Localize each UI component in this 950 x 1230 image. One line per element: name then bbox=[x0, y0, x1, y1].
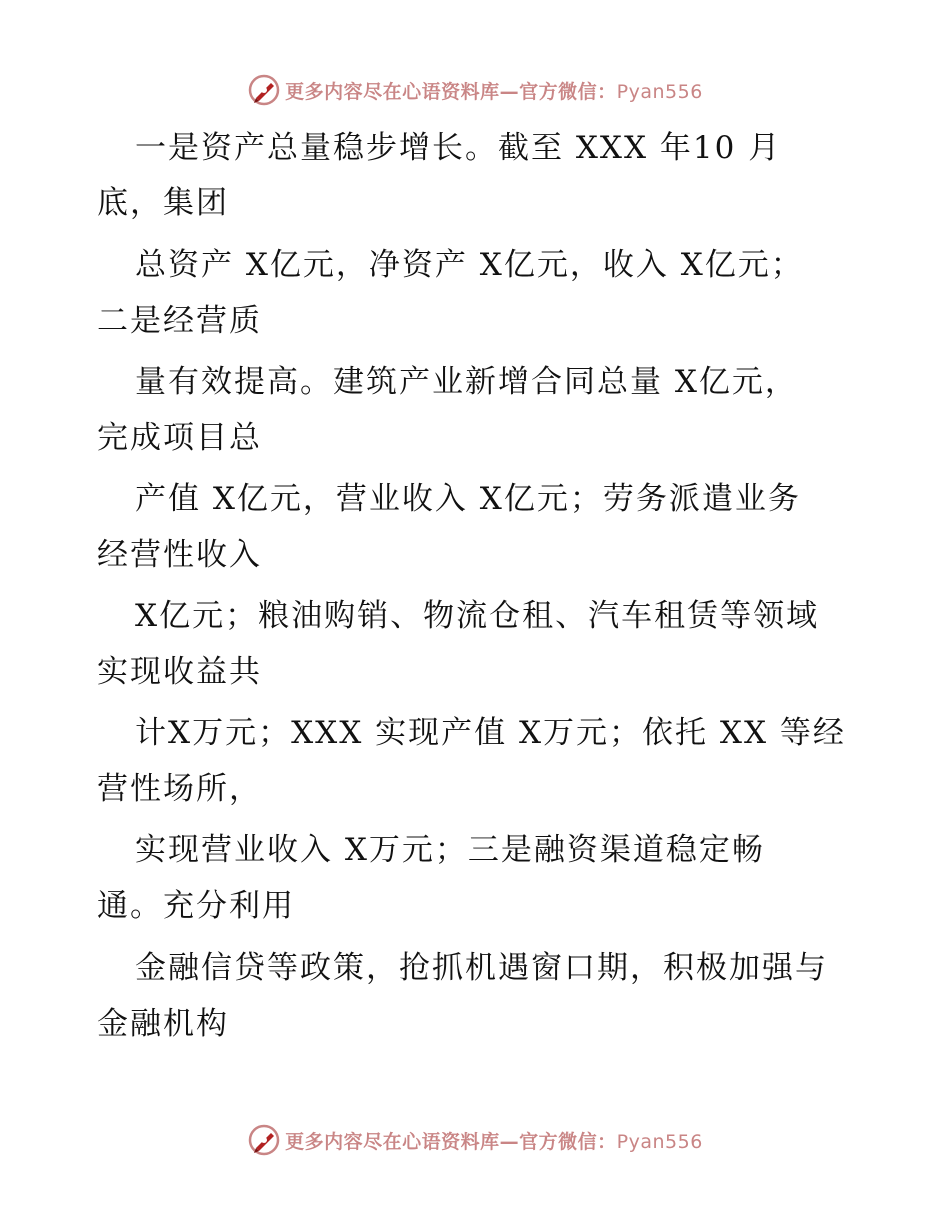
text-line: 计X万元；XXX 实现产值 X万元；依托 XX 等经 bbox=[135, 715, 846, 751]
text-line: 量有效提高。建筑产业新增合同总量 X亿元， bbox=[135, 364, 798, 400]
text-line: 完成项目总 bbox=[97, 420, 262, 456]
text-line: 实现收益共 bbox=[97, 654, 262, 690]
header-banner bbox=[0, 70, 950, 110]
text-line: 金融机构 bbox=[97, 1006, 229, 1042]
footer-wechat-id: Pyan556 bbox=[616, 1130, 703, 1153]
footer-banner-label: 更多内容尽在心语资料库—官方微信： bbox=[285, 1130, 617, 1153]
header-banner-text bbox=[285, 77, 703, 104]
pen-logo-icon bbox=[247, 73, 281, 107]
text-line: 实现营业收入 X万元；三是融资渠道稳定畅 bbox=[135, 832, 765, 868]
footer-banner-text bbox=[285, 1127, 703, 1154]
text-line: 营性场所， bbox=[97, 771, 262, 807]
text-line: 经营性收入 bbox=[97, 537, 262, 573]
pen-logo-icon bbox=[247, 1123, 281, 1157]
header-banner-label: 更多内容尽在心语资料库—官方微信： bbox=[285, 80, 617, 103]
text-line: 产值 X亿元，营业收入 X亿元；劳务派遣业务 bbox=[135, 481, 801, 517]
text-line: 通。充分利用 bbox=[97, 888, 295, 924]
text-line: 底，集团 bbox=[97, 185, 229, 221]
header-wechat-id: Pyan556 bbox=[616, 80, 703, 103]
footer-banner bbox=[0, 1120, 950, 1160]
text-line: 一是资产总量稳步增长。截至 XXX 年10 月 bbox=[135, 130, 782, 166]
text-line: 金融信贷等政策，抢抓机遇窗口期，积极加强与 bbox=[135, 950, 828, 986]
text-line: 二是经营质 bbox=[97, 303, 262, 339]
text-line: 总资产 X亿元，净资产 X亿元，收入 X亿元； bbox=[135, 247, 804, 283]
text-line: X亿元；粮油购销、物流仓租、汽车租赁等领域 bbox=[135, 598, 820, 634]
